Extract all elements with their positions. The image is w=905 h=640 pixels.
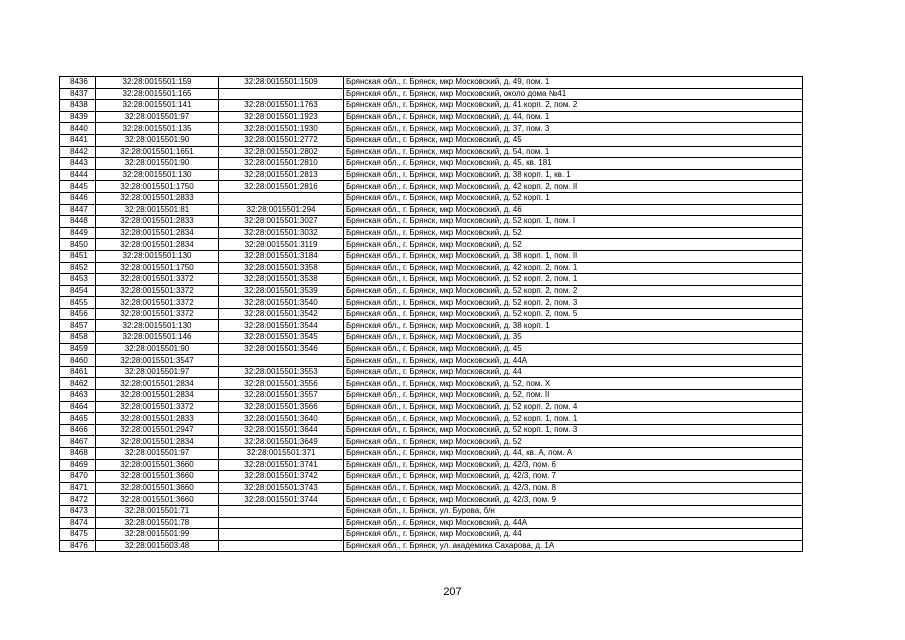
- land-cadastral-number-cell: 32:28:0015501:1750: [96, 262, 219, 274]
- table-row: [60, 424, 803, 436]
- row-number-cell: 8442: [60, 146, 96, 158]
- land-cadastral-number-cell: 32:28:0015501:99: [96, 529, 219, 541]
- row-number-cell: 8443: [60, 158, 96, 170]
- address-cell: Брянская обл., г. Брянск, мкр Московский, д. 44, пом. 1: [344, 111, 803, 123]
- land-cadastral-number-cell: 32:28:0015501:78: [96, 517, 219, 529]
- land-cadastral-number-cell: 32:28:0015501:3660: [96, 459, 219, 471]
- row-number-cell: 8453: [60, 274, 96, 286]
- row-number-cell: 8452: [60, 262, 96, 274]
- object-cadastral-number-cell: 32:28:0015501:3358: [219, 262, 344, 274]
- table-row: [60, 262, 803, 274]
- table-row: [60, 505, 803, 517]
- address-cell: Брянская обл., г. Брянск, мкр Московский, д. 38 корп. 1, пом. II: [344, 250, 803, 262]
- land-cadastral-number-cell: 32:28:0015501:130: [96, 250, 219, 262]
- object-cadastral-number-cell: [219, 192, 344, 204]
- object-cadastral-number-cell: 32:28:0015501:3566: [219, 401, 344, 413]
- land-cadastral-number-cell: 32:28:0015501:2834: [96, 239, 219, 251]
- row-number-cell: 8475: [60, 529, 96, 541]
- land-cadastral-number-cell: 32:28:0015501:1750: [96, 181, 219, 193]
- object-cadastral-number-cell: 32:28:0015501:3542: [219, 308, 344, 320]
- table-row: [60, 320, 803, 332]
- address-cell: Брянская обл., г. Брянск, мкр Московский, д. 44, кв. А, пом. А: [344, 448, 803, 460]
- cadastral-table-body: [60, 77, 803, 552]
- row-number-cell: 8451: [60, 250, 96, 262]
- table-row: [60, 366, 803, 378]
- table-row: [60, 192, 803, 204]
- object-cadastral-number-cell: [219, 505, 344, 517]
- table-row: [60, 529, 803, 541]
- land-cadastral-number-cell: 32:28:0015501:141: [96, 100, 219, 112]
- table-row: [60, 88, 803, 100]
- address-cell: Брянская обл., г. Брянск, мкр Московский, д. 37, пом. 3: [344, 123, 803, 135]
- land-cadastral-number-cell: 32:28:0015501:3372: [96, 297, 219, 309]
- object-cadastral-number-cell: 32:28:0015501:3027: [219, 216, 344, 228]
- table-row: [60, 285, 803, 297]
- land-cadastral-number-cell: 32:28:0015501:130: [96, 169, 219, 181]
- row-number-cell: 8460: [60, 355, 96, 367]
- land-cadastral-number-cell: 32:28:0015501:159: [96, 77, 219, 89]
- land-cadastral-number-cell: 32:28:0015501:3372: [96, 401, 219, 413]
- page-number: 207: [443, 586, 462, 598]
- row-number-cell: 8439: [60, 111, 96, 123]
- land-cadastral-number-cell: 32:28:0015501:130: [96, 320, 219, 332]
- land-cadastral-number-cell: 32:28:0015501:97: [96, 111, 219, 123]
- table-row: [60, 181, 803, 193]
- land-cadastral-number-cell: 32:28:0015501:90: [96, 134, 219, 146]
- row-number-cell: 8457: [60, 320, 96, 332]
- land-cadastral-number-cell: 32:28:0015501:146: [96, 332, 219, 344]
- address-cell: Брянская обл., г. Брянск, мкр Московский, д. 52 корп. 1: [344, 192, 803, 204]
- table-row: [60, 123, 803, 135]
- address-cell: Брянская обл., г. Брянск, мкр Московский, д. 44А: [344, 355, 803, 367]
- table-row: [60, 459, 803, 471]
- address-cell: Брянская обл., г. Брянск, мкр Московский, д. 52, пом. X: [344, 378, 803, 390]
- row-number-cell: 8470: [60, 471, 96, 483]
- row-number-cell: 8456: [60, 308, 96, 320]
- table-row: [60, 227, 803, 239]
- land-cadastral-number-cell: 32:28:0015501:2834: [96, 227, 219, 239]
- object-cadastral-number-cell: 32:28:0015501:2772: [219, 134, 344, 146]
- address-cell: Брянская обл., г. Брянск, мкр Московский, д. 52 корп. 1, пом. 3: [344, 424, 803, 436]
- object-cadastral-number-cell: [219, 355, 344, 367]
- land-cadastral-number-cell: 32:28:0015501:3372: [96, 308, 219, 320]
- land-cadastral-number-cell: 32:28:0015501:2947: [96, 424, 219, 436]
- object-cadastral-number-cell: 32:28:0015501:3649: [219, 436, 344, 448]
- object-cadastral-number-cell: 32:28:0015501:3546: [219, 343, 344, 355]
- object-cadastral-number-cell: 32:28:0015501:2810: [219, 158, 344, 170]
- table-row: [60, 274, 803, 286]
- address-cell: Брянская обл., г. Брянск, мкр Московский, д. 41 корп. 2, пом. 2: [344, 100, 803, 112]
- row-number-cell: 8468: [60, 448, 96, 460]
- object-cadastral-number-cell: 32:28:0015501:1509: [219, 77, 344, 89]
- object-cadastral-number-cell: 32:28:0015501:2813: [219, 169, 344, 181]
- address-cell: Брянская обл., г. Брянск, мкр Московский, д. 42 корп. 2, пом. 1: [344, 262, 803, 274]
- address-cell: Брянская обл., г. Брянск, мкр Московский, д. 42 корп. 2, пом. II: [344, 181, 803, 193]
- object-cadastral-number-cell: 32:28:0015501:3032: [219, 227, 344, 239]
- address-cell: Брянская обл., г. Брянск, мкр Московский, д. 44: [344, 366, 803, 378]
- address-cell: Брянская обл., г. Брянск, мкр Московский, д. 52: [344, 239, 803, 251]
- land-cadastral-number-cell: 32:28:0015501:3372: [96, 285, 219, 297]
- row-number-cell: 8436: [60, 77, 96, 89]
- address-cell: Брянская обл., г. Брянск, мкр Московский, д. 52: [344, 227, 803, 239]
- address-cell: Брянская обл., г. Брянск, мкр Московский, д. 42/3, пом. 7: [344, 471, 803, 483]
- table-row: [60, 413, 803, 425]
- object-cadastral-number-cell: 32:28:0015501:2802: [219, 146, 344, 158]
- land-cadastral-number-cell: 32:28:0015501:2833: [96, 192, 219, 204]
- cadastral-table: [59, 76, 803, 552]
- row-number-cell: 8463: [60, 390, 96, 402]
- object-cadastral-number-cell: 32:28:0015501:3545: [219, 332, 344, 344]
- row-number-cell: 8469: [60, 459, 96, 471]
- land-cadastral-number-cell: 32:28:0015501:2834: [96, 378, 219, 390]
- object-cadastral-number-cell: 32:28:0015501:1930: [219, 123, 344, 135]
- object-cadastral-number-cell: 32:28:0015501:3119: [219, 239, 344, 251]
- table-row: [60, 436, 803, 448]
- row-number-cell: 8437: [60, 88, 96, 100]
- address-cell: Брянская обл., г. Брянск, мкр Московский, д. 52 корп. 2, пом. 4: [344, 401, 803, 413]
- table-row: [60, 250, 803, 262]
- address-cell: Брянская обл., г. Брянск, мкр Московский, д. 38 корп. 1: [344, 320, 803, 332]
- address-cell: Брянская обл., г. Брянск, мкр Московский, д. 52 корп. 2, пом. 1: [344, 274, 803, 286]
- address-cell: Брянская обл., г. Брянск, мкр Московский, около дома №41: [344, 88, 803, 100]
- row-number-cell: 8476: [60, 540, 96, 552]
- row-number-cell: 8471: [60, 482, 96, 494]
- land-cadastral-number-cell: 32:28:0015501:3660: [96, 494, 219, 506]
- object-cadastral-number-cell: 32:28:0015501:294: [219, 204, 344, 216]
- table-row: [60, 297, 803, 309]
- object-cadastral-number-cell: 32:28:0015501:3741: [219, 459, 344, 471]
- table-row: [60, 216, 803, 228]
- address-cell: Брянская обл., г. Брянск, мкр Московский, д. 42/3, пом. 6: [344, 459, 803, 471]
- address-cell: Брянская обл., г. Брянск, мкр Московский, д. 42/3, пом. 8: [344, 482, 803, 494]
- object-cadastral-number-cell: 32:28:0015501:3742: [219, 471, 344, 483]
- row-number-cell: 8445: [60, 181, 96, 193]
- address-cell: Брянская обл., г. Брянск, мкр Московский, д. 52 корп. 2, пом. 2: [344, 285, 803, 297]
- object-cadastral-number-cell: 32:28:0015501:3744: [219, 494, 344, 506]
- table-row: [60, 77, 803, 89]
- address-cell: Брянская обл., г. Брянск, мкр Московский, д. 52 корп. 2, пом. 5: [344, 308, 803, 320]
- table-row: [60, 204, 803, 216]
- address-cell: Брянская обл., г. Брянск, мкр Московский, д. 45: [344, 134, 803, 146]
- table-row: [60, 517, 803, 529]
- address-cell: Брянская обл., г. Брянск, мкр Московский, д. 45: [344, 343, 803, 355]
- row-number-cell: 8440: [60, 123, 96, 135]
- table-row: [60, 146, 803, 158]
- row-number-cell: 8447: [60, 204, 96, 216]
- table-row: [60, 482, 803, 494]
- land-cadastral-number-cell: 32:28:0015603:48: [96, 540, 219, 552]
- table-row: [60, 100, 803, 112]
- object-cadastral-number-cell: 32:28:0015501:3544: [219, 320, 344, 332]
- row-number-cell: 8446: [60, 192, 96, 204]
- row-number-cell: 8465: [60, 413, 96, 425]
- address-cell: Брянская обл., г. Брянск, мкр Московский, д. 44А: [344, 517, 803, 529]
- table-row: [60, 111, 803, 123]
- row-number-cell: 8474: [60, 517, 96, 529]
- row-number-cell: 8444: [60, 169, 96, 181]
- land-cadastral-number-cell: 32:28:0015501:2833: [96, 413, 219, 425]
- object-cadastral-number-cell: 32:28:0015501:1763: [219, 100, 344, 112]
- address-cell: Брянская обл., г. Брянск, мкр Московский, д. 42/3, пом. 9: [344, 494, 803, 506]
- address-cell: Брянская обл., г. Брянск, мкр Московский, д. 38 корп. 1, кв. 1: [344, 169, 803, 181]
- land-cadastral-number-cell: 32:28:0015501:90: [96, 343, 219, 355]
- row-number-cell: 8461: [60, 366, 96, 378]
- land-cadastral-number-cell: 32:28:0015501:1651: [96, 146, 219, 158]
- object-cadastral-number-cell: 32:28:0015501:3644: [219, 424, 344, 436]
- row-number-cell: 8462: [60, 378, 96, 390]
- object-cadastral-number-cell: 32:28:0015501:3538: [219, 274, 344, 286]
- land-cadastral-number-cell: 32:28:0015501:135: [96, 123, 219, 135]
- object-cadastral-number-cell: 32:28:0015501:3556: [219, 378, 344, 390]
- address-cell: Брянская обл., г. Брянск, мкр Московский, д. 52 корп. 1, пом. I: [344, 216, 803, 228]
- table-row: [60, 448, 803, 460]
- object-cadastral-number-cell: 32:28:0015501:3539: [219, 285, 344, 297]
- row-number-cell: 8464: [60, 401, 96, 413]
- row-number-cell: 8473: [60, 505, 96, 517]
- row-number-cell: 8449: [60, 227, 96, 239]
- table-row: [60, 158, 803, 170]
- address-cell: Брянская обл., г. Брянск, мкр Московский, д. 54, пом. 1: [344, 146, 803, 158]
- object-cadastral-number-cell: 32:28:0015501:1923: [219, 111, 344, 123]
- table-row: [60, 471, 803, 483]
- object-cadastral-number-cell: 32:28:0015501:2816: [219, 181, 344, 193]
- table-row: [60, 494, 803, 506]
- table-row: [60, 390, 803, 402]
- object-cadastral-number-cell: [219, 517, 344, 529]
- address-cell: Брянская обл., г. Брянск, ул. Бурова, б/н: [344, 505, 803, 517]
- row-number-cell: 8450: [60, 239, 96, 251]
- land-cadastral-number-cell: 32:28:0015501:71: [96, 505, 219, 517]
- row-number-cell: 8441: [60, 134, 96, 146]
- land-cadastral-number-cell: 32:28:0015501:165: [96, 88, 219, 100]
- row-number-cell: 8466: [60, 424, 96, 436]
- table-row: [60, 343, 803, 355]
- object-cadastral-number-cell: [219, 540, 344, 552]
- table-row: [60, 169, 803, 181]
- land-cadastral-number-cell: 32:28:0015501:3547: [96, 355, 219, 367]
- object-cadastral-number-cell: 32:28:0015501:3540: [219, 297, 344, 309]
- table-row: [60, 134, 803, 146]
- row-number-cell: 8472: [60, 494, 96, 506]
- address-cell: Брянская обл., г. Брянск, мкр Московский, д. 35: [344, 332, 803, 344]
- table-row: [60, 239, 803, 251]
- address-cell: Брянская обл., г. Брянск, ул. академика Сахарова, д. 1А: [344, 540, 803, 552]
- row-number-cell: 8458: [60, 332, 96, 344]
- table-row: [60, 378, 803, 390]
- land-cadastral-number-cell: 32:28:0015501:2834: [96, 390, 219, 402]
- address-cell: Брянская обл., г. Брянск, мкр Московский, д. 45, кв. 181: [344, 158, 803, 170]
- table-row: [60, 401, 803, 413]
- object-cadastral-number-cell: 32:28:0015501:3553: [219, 366, 344, 378]
- land-cadastral-number-cell: 32:28:0015501:97: [96, 366, 219, 378]
- row-number-cell: 8455: [60, 297, 96, 309]
- row-number-cell: 8438: [60, 100, 96, 112]
- land-cadastral-number-cell: 32:28:0015501:3660: [96, 482, 219, 494]
- object-cadastral-number-cell: [219, 529, 344, 541]
- address-cell: Брянская обл., г. Брянск, мкр Московский, д. 52, пом. II: [344, 390, 803, 402]
- row-number-cell: 8448: [60, 216, 96, 228]
- object-cadastral-number-cell: 32:28:0015501:3557: [219, 390, 344, 402]
- object-cadastral-number-cell: 32:28:0015501:371: [219, 448, 344, 460]
- address-cell: Брянская обл., г. Брянск, мкр Московский, д. 46: [344, 204, 803, 216]
- address-cell: Брянская обл., г. Брянск, мкр Московский, д. 44: [344, 529, 803, 541]
- table-row: [60, 308, 803, 320]
- row-number-cell: 8454: [60, 285, 96, 297]
- land-cadastral-number-cell: 32:28:0015501:3372: [96, 274, 219, 286]
- object-cadastral-number-cell: 32:28:0015501:3743: [219, 482, 344, 494]
- table-row: [60, 355, 803, 367]
- land-cadastral-number-cell: 32:28:0015501:90: [96, 158, 219, 170]
- table-row: [60, 540, 803, 552]
- object-cadastral-number-cell: [219, 88, 344, 100]
- land-cadastral-number-cell: 32:28:0015501:2834: [96, 436, 219, 448]
- land-cadastral-number-cell: 32:28:0015501:2833: [96, 216, 219, 228]
- table-row: [60, 332, 803, 344]
- address-cell: Брянская обл., г. Брянск, мкр Московский, д. 49, пом. 1: [344, 77, 803, 89]
- address-cell: Брянская обл., г. Брянск, мкр Московский, д. 52: [344, 436, 803, 448]
- land-cadastral-number-cell: 32:28:0015501:97: [96, 448, 219, 460]
- land-cadastral-number-cell: 32:28:0015501:3660: [96, 471, 219, 483]
- row-number-cell: 8459: [60, 343, 96, 355]
- address-cell: Брянская обл., г. Брянск, мкр Московский, д. 52 корп. 1, пом. 1: [344, 413, 803, 425]
- object-cadastral-number-cell: 32:28:0015501:3184: [219, 250, 344, 262]
- row-number-cell: 8467: [60, 436, 96, 448]
- object-cadastral-number-cell: 32:28:0015501:3640: [219, 413, 344, 425]
- address-cell: Брянская обл., г. Брянск, мкр Московский, д. 52 корп. 2, пом. 3: [344, 297, 803, 309]
- land-cadastral-number-cell: 32:28:0015501:81: [96, 204, 219, 216]
